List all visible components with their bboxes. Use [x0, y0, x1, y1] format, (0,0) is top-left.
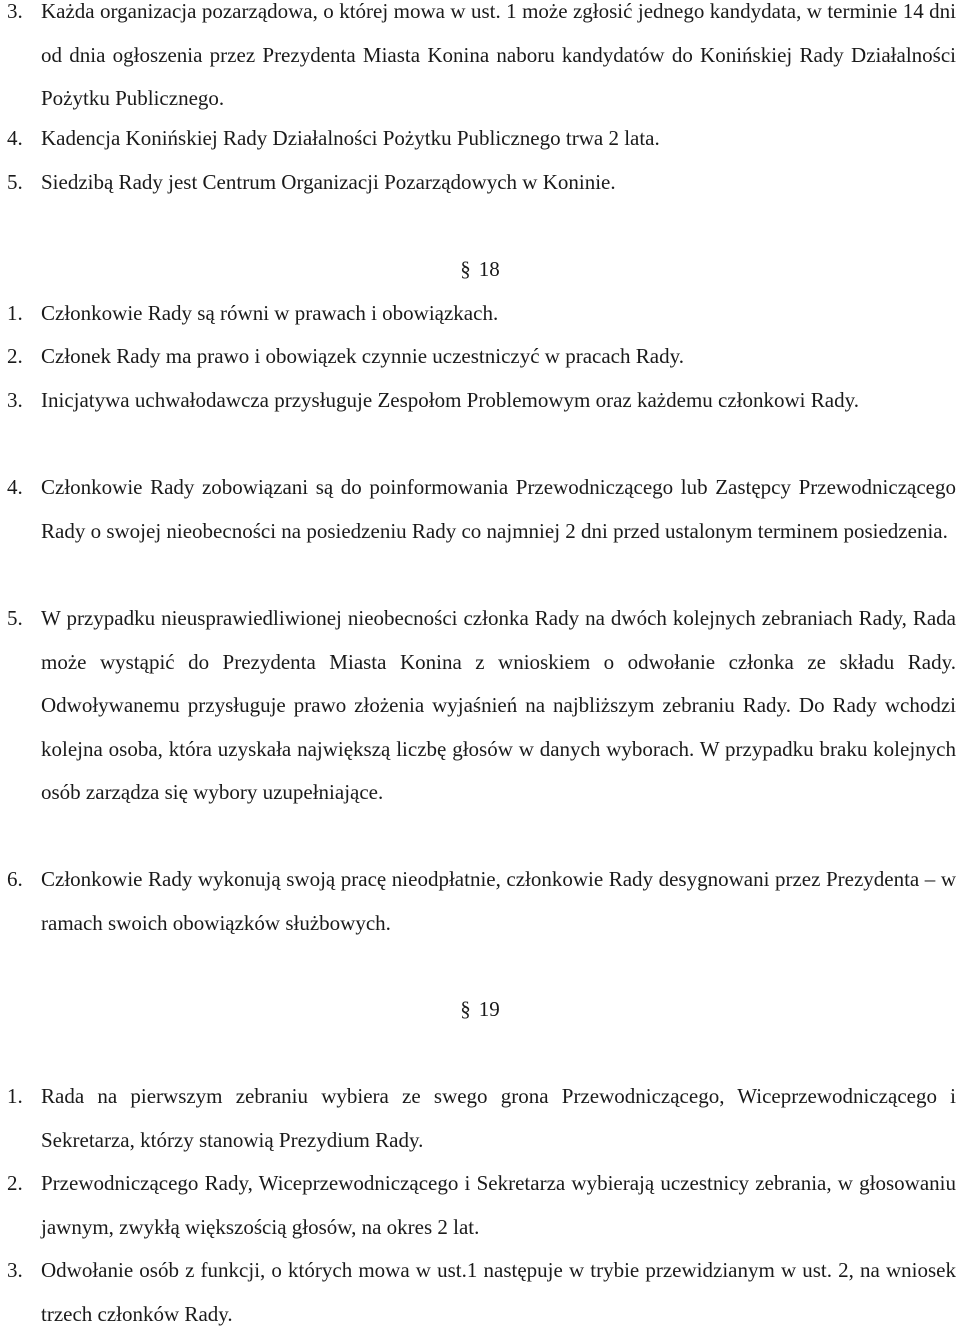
- item-number: 4.: [7, 475, 23, 499]
- paragraph-item: [0, 597, 956, 815]
- item-number: 2.: [7, 344, 23, 368]
- item-text: Kadencja Konińskiej Rady Działalności Pożytku Publicznego trwa 2 lata.: [41, 126, 660, 150]
- paragraph-item: [0, 335, 956, 379]
- item-text: Rada na pierwszym zebraniu wybiera ze swego grona Przewodniczącego, Wiceprzewodniczącego i Sekretarza, którzy stanowią Prezydium Rady.: [41, 1084, 956, 1152]
- paragraph-item: [0, 1162, 956, 1249]
- item-text: Przewodniczącego Rady, Wiceprzewodniczącego i Sekretarza wybierają uczestnicy zebrania, w głosowaniu jawnym, zwykłą większością głosów, na okres 2 lat.: [41, 1171, 956, 1239]
- item-number: 6.: [7, 867, 23, 891]
- item-text: Członkowie Rady wykonują swoją pracę nieodpłatnie, członkowie Rady desygnowani przez Prezydenta – w ramach swoich obowiązków służbowych.: [41, 867, 956, 935]
- section-number: 19: [478, 997, 500, 1021]
- item-number: 1.: [7, 1084, 23, 1108]
- paragraph-item: [0, 858, 956, 945]
- paragraph-item: [0, 1249, 956, 1336]
- paragraph-item: [0, 292, 956, 336]
- section-heading: [0, 988, 960, 1032]
- item-number: 1.: [7, 301, 23, 325]
- item-number: 5.: [7, 170, 23, 194]
- paragraph-item: [0, 1075, 956, 1162]
- item-text: Członek Rady ma prawo i obowiązek czynnie uczestniczyć w pracach Rady.: [41, 344, 684, 368]
- paragraph-item: [0, 161, 956, 205]
- section-heading: [0, 248, 960, 292]
- section-mark: §: [460, 257, 471, 281]
- paragraph-item: [0, 0, 956, 121]
- paragraph-item: [0, 379, 956, 423]
- section-mark: §: [460, 997, 471, 1021]
- item-text: W przypadku nieusprawiedliwionej nieobecności członka Rady na dwóch kolejnych zebraniach Rady, Rada może wystąpić do Prezydenta Miasta Konina z wnioskiem o odwołanie członka ze składu Rady. Odwoływanemu przysługuje prawo złożenia wyjaśnień na najbliższym zebraniu Rady. Do Rady wchodzi kolejna osoba, która uzyskała największą liczbę głosów w danych wyborach. W przypadku braku kolejnych osób zarządza się wybory uzupełniające.: [41, 606, 956, 804]
- item-number: 4.: [7, 126, 23, 150]
- item-text: Inicjatywa uchwałodawcza przysługuje Zespołom Problemowym oraz każdemu członkowi Rady.: [41, 388, 859, 412]
- item-number: 3.: [7, 388, 23, 412]
- item-text: Członkowie Rady są równi w prawach i obowiązkach.: [41, 301, 499, 325]
- item-text: Każda organizacja pozarządowa, o której mowa w ust. 1 może zgłosić jednego kandydata, w terminie 14 dni od dnia ogłoszenia przez Prezydenta Miasta Konina naboru kandydatów do Konińskiej Rady Działalności Pożytku Publicznego.: [41, 0, 956, 110]
- section-number: 18: [478, 257, 500, 281]
- item-number: 3.: [7, 0, 23, 23]
- item-text: Członkowie Rady zobowiązani są do poinformowania Przewodniczącego lub Zastępcy Przewodniczącego Rady o swojej nieobecności na posiedzeniu Rady co najmniej 2 dni przed ustalonym terminem posiedzenia.: [41, 475, 956, 543]
- item-number: 3.: [7, 1258, 23, 1282]
- item-number: 2.: [7, 1171, 23, 1195]
- paragraph-item: [0, 466, 956, 553]
- item-number: 5.: [7, 606, 23, 630]
- paragraph-item: [0, 117, 956, 161]
- item-text: Odwołanie osób z funkcji, o których mowa w ust.1 następuje w trybie przewidzianym w ust. 2, na wniosek trzech członków Rady.: [41, 1258, 956, 1326]
- item-text: Siedzibą Rady jest Centrum Organizacji Pozarządowych w Koninie.: [41, 170, 616, 194]
